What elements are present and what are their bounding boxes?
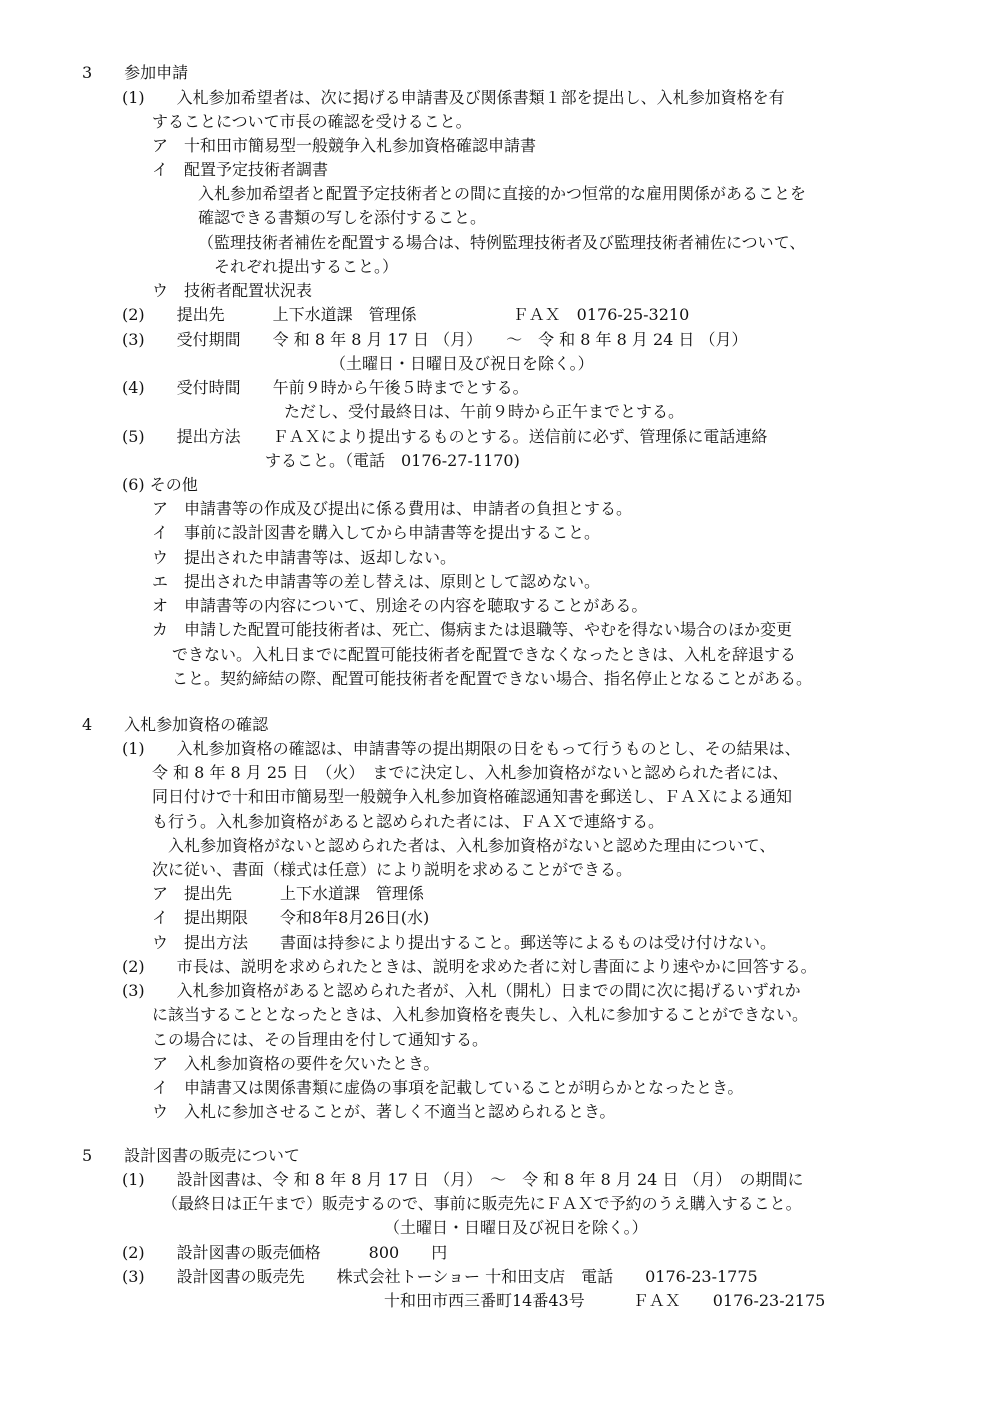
text-line-43: ウ 入札に参加させることが、著しく不適当と認められるとき。: [152, 1102, 616, 1121]
text-line-9: それぞれ提出すること。）: [214, 257, 399, 276]
text-line-1: 3 参加申請: [82, 63, 189, 82]
text-line-6: 入札参加希望者と配置予定技術者との間に直接的かつ恒常的な雇用関係があることを: [198, 184, 807, 203]
text-line-38: (3) 入札参加資格があると認められた者が、入札（開札）日までの間に次に掲げるいずれか: [122, 981, 801, 1000]
text-line-20: イ 事前に設計図書を購入してから申請書等を提出すること。: [152, 523, 601, 542]
text-line-48: (2) 設計図書の販売価格 800 円: [122, 1243, 448, 1262]
text-line-23: オ 申請書等の内容について、別途その内容を聴取することがある。: [152, 596, 648, 615]
text-line-32: 入札参加資格がないと認められた者は、入札参加資格がないと認めた理由について、: [152, 836, 776, 855]
text-line-25: できない。入札日までに配置可能技術者を配置できなくなったときは、入札を辞退する: [172, 645, 797, 664]
text-line-44: 5 設計図書の販売について: [82, 1146, 300, 1165]
text-line-33: 次に従い、書面（様式は任意）により説明を求めることができる。: [152, 860, 633, 879]
text-line-21: ウ 提出された申請書等は、返却しない。: [152, 548, 457, 567]
text-line-45: (1) 設計図書は、令 和 8 年 8 月 17 日 （月） ～ 令 和 8 年 8 月 24 日 （月） の期間に: [122, 1170, 804, 1189]
text-line-22: エ 提出された申請書等の差し替えは、原則として認めない。: [152, 572, 601, 591]
text-line-42: イ 申請書又は関係書類に虚偽の事項を記載していることが明らかとなったとき。: [152, 1078, 744, 1097]
text-line-34: ア 提出先 上下水道課 管理係: [152, 884, 425, 903]
text-line-7: 確認できる書類の写しを添付すること。: [198, 208, 487, 227]
text-line-16: (5) 提出方法 ＦＡＸにより提出するものとする。送信前に必ず、管理係に電話連絡: [122, 427, 768, 446]
text-line-18: (6) その他: [122, 475, 198, 494]
text-line-50: 十和田市西三番町14番43号 ＦＡＸ 0176-23-2175: [384, 1291, 826, 1310]
text-line-17: すること。（電話 0176-27-1170): [265, 451, 520, 470]
text-line-15: ただし、受付最終日は、午前９時から正午までとする。: [284, 402, 685, 421]
text-line-5: イ 配置予定技術者調書: [152, 160, 329, 179]
text-line-11: (2) 提出先 上下水道課 管理係 ＦＡＸ 0176-25-3210: [122, 305, 690, 324]
text-line-47: （土曜日・日曜日及び祝日を除く。）: [384, 1218, 648, 1237]
text-line-26: こと。契約締結の際、配置可能技術者を配置できない場合、指名停止となることがある。: [172, 669, 813, 688]
text-line-19: ア 申請書等の作成及び提出に係る費用は、申請者の負担とする。: [152, 499, 633, 518]
text-line-28: (1) 入札参加資格の確認は、申請書等の提出期限の日をもって行うものとし、その結果は、: [122, 739, 801, 758]
text-line-39: に該当することとなったときは、入札参加資格を喪失し、入札に参加することができない。: [152, 1005, 809, 1024]
text-line-36: ウ 提出方法 書面は持参により提出すること。郵送等によるものは受け付けない。: [152, 933, 777, 952]
text-line-10: ウ 技術者配置状況表: [152, 281, 313, 300]
text-line-29: 令 和 8 年 8 月 25 日 （火） までに決定し、入札参加資格がないと認められた者には、: [152, 763, 789, 782]
text-line-46: （最終日は正午まで）販売するので、事前に販売先にＦＡＸで予約のうえ購入すること。: [162, 1194, 802, 1213]
text-line-24: カ 申請した配置可能技術者は、死亡、傷病または退職等、やむを得ない場合のほか変更: [152, 620, 793, 639]
text-line-2: (1) 入札参加希望者は、次に掲げる申請書及び関係書類１部を提出し、入札参加資格を有: [122, 88, 785, 107]
text-line-13: （土曜日・日曜日及び祝日を除く。）: [330, 354, 594, 373]
text-line-4: ア 十和田市簡易型一般競争入札参加資格確認申請書: [152, 136, 537, 155]
text-line-31: も行う。入札参加資格があると認められた者には、ＦＡＸで連絡する。: [152, 812, 665, 831]
text-line-37: (2) 市長は、説明を求められたときは、説明を求めた者に対し書面により速やかに回答する。: [122, 957, 817, 976]
text-line-12: (3) 受付期間 令 和 8 年 8 月 17 日 （月） ～ 令 和 8 年 8 月 24 日 （月）: [122, 330, 748, 349]
text-line-41: ア 入札参加資格の要件を欠いたとき。: [152, 1054, 440, 1073]
text-line-8: （監理技術者補佐を配置する場合は、特例監理技術者及び監理技術者補佐について、: [198, 233, 806, 252]
text-line-35: イ 提出期限 令和8年8月26日(水): [152, 908, 430, 927]
text-line-14: (4) 受付時間 午前９時から午後５時までとする。: [122, 378, 529, 397]
text-line-30: 同日付けで十和田市簡易型一般競争入札参加資格確認通知書を郵送し、ＦＡＸによる通知: [152, 787, 793, 806]
text-line-49: (3) 設計図書の販売先 株式会社トーショー 十和田支店 電話 0176-23-1775: [122, 1267, 758, 1286]
text-line-27: 4 入札参加資格の確認: [82, 715, 269, 734]
text-line-40: この場合には、その旨理由を付して通知する。: [152, 1030, 489, 1049]
text-line-3: することについて市長の確認を受けること。: [152, 112, 472, 131]
